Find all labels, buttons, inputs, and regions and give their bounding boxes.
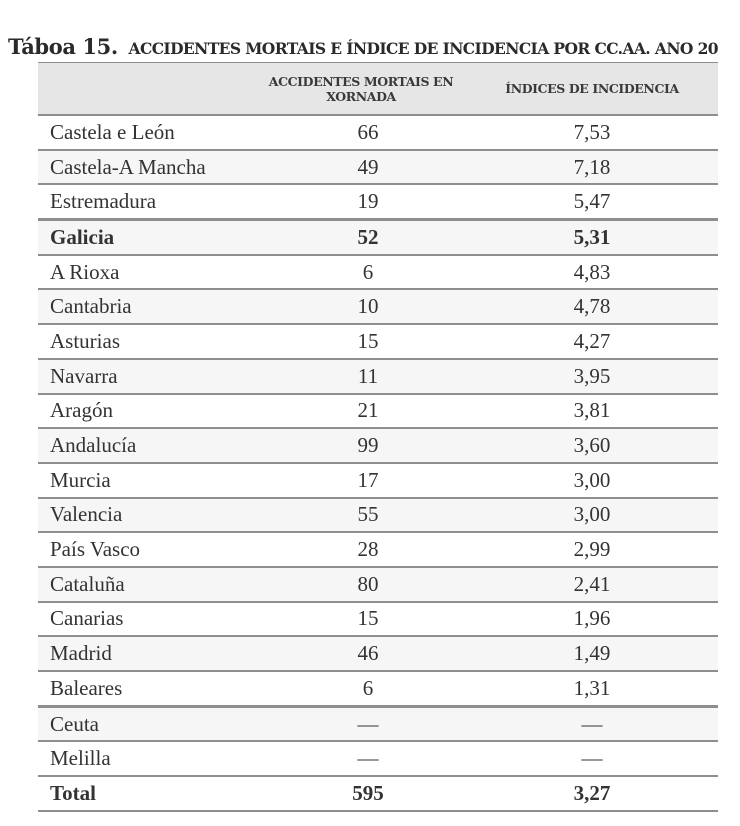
- cell-accidents: 55: [236, 498, 466, 533]
- cell-region: Castela-A Mancha: [38, 150, 236, 185]
- cell-index: 3,60: [466, 428, 718, 463]
- table-row: [38, 498, 718, 533]
- cell-region: Ceuta: [38, 706, 236, 741]
- cell-accidents: 49: [236, 150, 466, 185]
- cell-region: Madrid: [38, 636, 236, 671]
- cell-accidents: 595: [236, 776, 466, 811]
- table-row: [38, 394, 718, 429]
- cell-index: 1,31: [466, 671, 718, 706]
- table-caption-text: ACCIDENTES MORTAIS E ÍNDICE DE INCIDENCIA POR CC.AA. ANO 20: [128, 39, 718, 58]
- cell-accidents: —: [236, 706, 466, 741]
- table-row: [38, 220, 718, 255]
- cell-region: Aragón: [38, 394, 236, 429]
- table-row: [38, 602, 718, 637]
- cell-index: 3,00: [466, 498, 718, 533]
- table-row: [38, 115, 718, 150]
- cell-index: 1,96: [466, 602, 718, 637]
- cell-accidents: 99: [236, 428, 466, 463]
- cell-accidents: 6: [236, 671, 466, 706]
- table-row: [38, 567, 718, 602]
- header-index: ÍNDICES DE INCIDENCIA: [466, 63, 718, 116]
- cell-region: Asturias: [38, 324, 236, 359]
- cell-index: 7,18: [466, 150, 718, 185]
- cell-index: 2,99: [466, 532, 718, 567]
- table-body: [38, 115, 718, 811]
- cell-region: País Vasco: [38, 532, 236, 567]
- cell-index: 3,81: [466, 394, 718, 429]
- table-caption: [8, 24, 718, 62]
- cell-accidents: 19: [236, 184, 466, 219]
- cell-region: Murcia: [38, 463, 236, 498]
- cell-index: 3,95: [466, 359, 718, 394]
- cell-region: Melilla: [38, 741, 236, 776]
- cell-accidents: 52: [236, 220, 466, 255]
- table-row: [38, 324, 718, 359]
- cell-region: Valencia: [38, 498, 236, 533]
- cell-region: Canarias: [38, 602, 236, 637]
- cell-region: Castela e León: [38, 115, 236, 150]
- header-row: [38, 63, 718, 116]
- cell-region: Baleares: [38, 671, 236, 706]
- cell-accidents: 11: [236, 359, 466, 394]
- table-caption-number: Táboa 15.: [8, 34, 118, 59]
- table-row: [38, 741, 718, 776]
- incidence-table: [38, 62, 718, 812]
- table-row: [38, 150, 718, 185]
- header-region: [38, 63, 236, 116]
- cell-region: Andalucía: [38, 428, 236, 463]
- cell-index: 5,31: [466, 220, 718, 255]
- cell-accidents: 6: [236, 255, 466, 290]
- cell-accidents: 15: [236, 324, 466, 359]
- cell-accidents: 17: [236, 463, 466, 498]
- cell-region: Cantabria: [38, 289, 236, 324]
- header-accidents-text: ACCIDENTES MORTAIS EN XORNADA: [268, 73, 454, 104]
- cell-accidents: 21: [236, 394, 466, 429]
- cell-index: 4,83: [466, 255, 718, 290]
- cell-accidents: 46: [236, 636, 466, 671]
- table-container: [38, 62, 718, 812]
- cell-accidents: 28: [236, 532, 466, 567]
- cell-accidents: —: [236, 741, 466, 776]
- cell-index: 1,49: [466, 636, 718, 671]
- cell-accidents: 66: [236, 115, 466, 150]
- table-row: [38, 636, 718, 671]
- cell-index: —: [466, 741, 718, 776]
- cell-region: Navarra: [38, 359, 236, 394]
- cell-index: 4,27: [466, 324, 718, 359]
- cell-index: 4,78: [466, 289, 718, 324]
- cell-index: 3,00: [466, 463, 718, 498]
- cell-index: 7,53: [466, 115, 718, 150]
- table-row: [38, 184, 718, 219]
- cell-accidents: 10: [236, 289, 466, 324]
- cell-region: Total: [38, 776, 236, 811]
- cell-region: Cataluña: [38, 567, 236, 602]
- cell-region: Estremadura: [38, 184, 236, 219]
- table-row: [38, 289, 718, 324]
- cell-region: Galicia: [38, 220, 236, 255]
- table-row: [38, 776, 718, 811]
- cell-index: 5,47: [466, 184, 718, 219]
- table-header: [38, 63, 718, 116]
- table-row: [38, 532, 718, 567]
- table-row: [38, 359, 718, 394]
- table-row: [38, 255, 718, 290]
- table-row: [38, 706, 718, 741]
- cell-accidents: 80: [236, 567, 466, 602]
- cell-index: —: [466, 706, 718, 741]
- cell-accidents: 15: [236, 602, 466, 637]
- cell-region: A Rioxa: [38, 255, 236, 290]
- table-row: [38, 428, 718, 463]
- table-row: [38, 671, 718, 706]
- cell-index: 2,41: [466, 567, 718, 602]
- cell-index: 3,27: [466, 776, 718, 811]
- table-row: [38, 463, 718, 498]
- header-accidents: [236, 63, 466, 116]
